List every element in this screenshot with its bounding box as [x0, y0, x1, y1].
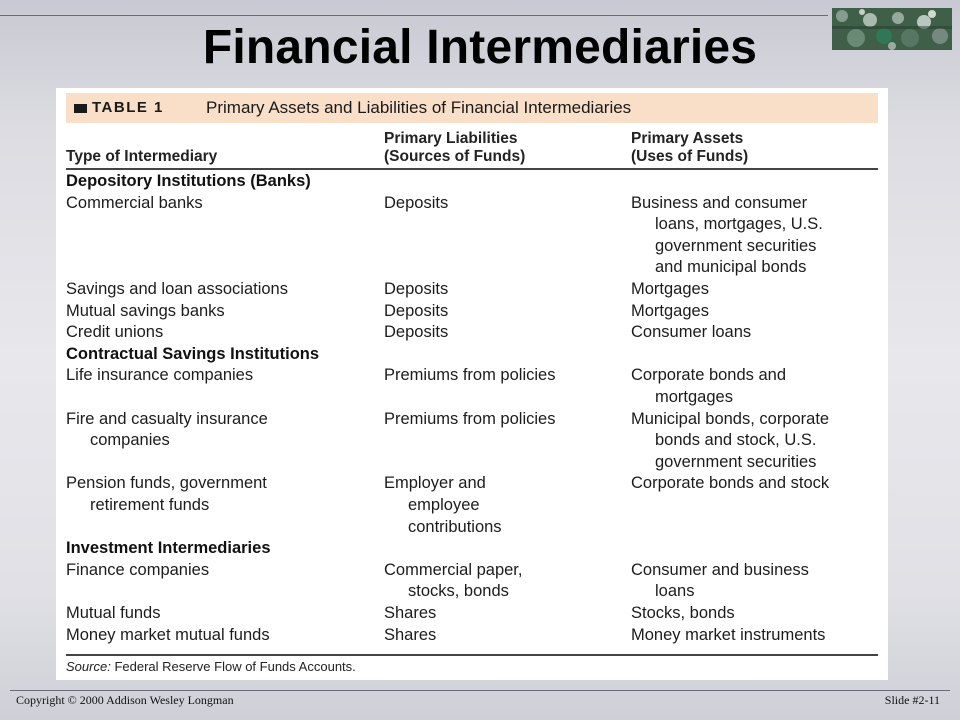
- cell-type: Mutual savings banks: [66, 301, 225, 320]
- cell-type: Fire and casualty insurance companies: [66, 409, 268, 450]
- cell-type: Money market mutual funds: [66, 625, 270, 644]
- cell-liabilities: Commercial paper, stocks, bonds: [384, 560, 523, 601]
- cell-assets: Mortgages: [631, 280, 709, 298]
- cell-type: Commercial banks: [66, 193, 203, 212]
- cell-liabilities: Premiums from policies: [384, 366, 556, 385]
- table-caption: Primary Assets and Liabilities of Financial Intermediaries: [206, 98, 632, 117]
- cell-type: Mutual funds: [66, 604, 161, 622]
- section-heading: Contractual Savings Institutions: [66, 344, 320, 363]
- cell-assets: Mortgages: [631, 301, 709, 320]
- cell-assets: Consumer loans: [631, 323, 752, 342]
- cell-type: Savings and loan associations: [66, 280, 288, 298]
- cell-liabilities: Shares: [384, 604, 437, 622]
- table-label: TABLE 1: [92, 99, 164, 116]
- cell-assets: Money market instruments: [631, 625, 826, 644]
- source-label: Source:: [66, 659, 111, 674]
- table-source: [66, 659, 356, 674]
- copyright-text: Copyright © 2000 Addison Wesley Longman: [16, 693, 234, 707]
- cell-assets: Business and consumer loans, mortgages, U.S. government securities and municipal bonds: [631, 193, 823, 277]
- bottom-divider: [10, 690, 950, 691]
- source-text: Federal Reserve Flow of Funds Accounts.: [114, 659, 356, 674]
- footer-rule: [66, 654, 878, 656]
- header-liabilities: Primary Liabilities (Sources of Funds): [384, 130, 526, 165]
- cell-liabilities: Deposits: [384, 193, 449, 212]
- cell-type: Credit unions: [66, 323, 164, 342]
- cell-type: Pension funds, government retirement funds: [66, 474, 267, 514]
- cell-liabilities: Deposits: [384, 301, 449, 320]
- table-figure: [56, 88, 888, 680]
- header-assets: Primary Assets (Uses of Funds): [631, 130, 749, 165]
- cell-liabilities: Shares: [384, 625, 437, 644]
- cell-assets: Consumer and business loans: [631, 560, 809, 601]
- square-bullet-icon: [74, 104, 87, 113]
- cell-assets: Stocks, bonds: [631, 604, 735, 622]
- cell-type: Life insurance companies: [66, 366, 254, 385]
- table-caption-band: [66, 93, 878, 123]
- cell-liabilities: Deposits: [384, 323, 449, 342]
- cell-assets: Municipal bonds, corporate bonds and stock, U.S. government securities: [631, 409, 830, 471]
- cell-type: Finance companies: [66, 560, 210, 579]
- section-heading: Investment Intermediaries: [66, 539, 271, 558]
- slide-title: Financial Intermediaries: [202, 21, 758, 74]
- cell-liabilities: Premiums from policies: [384, 409, 556, 428]
- top-divider: [0, 15, 828, 16]
- cell-liabilities: Deposits: [384, 280, 449, 298]
- slide-number: Slide #2-11: [884, 693, 940, 707]
- cell-liabilities: Employer and employee contributions: [384, 474, 502, 536]
- header-rule: [66, 168, 878, 170]
- section-heading: Depository Institutions (Banks): [66, 172, 311, 190]
- header-type: Type of Intermediary: [66, 148, 218, 165]
- cell-assets: Corporate bonds and stock: [631, 474, 830, 493]
- cell-assets: Corporate bonds and mortgages: [631, 366, 787, 406]
